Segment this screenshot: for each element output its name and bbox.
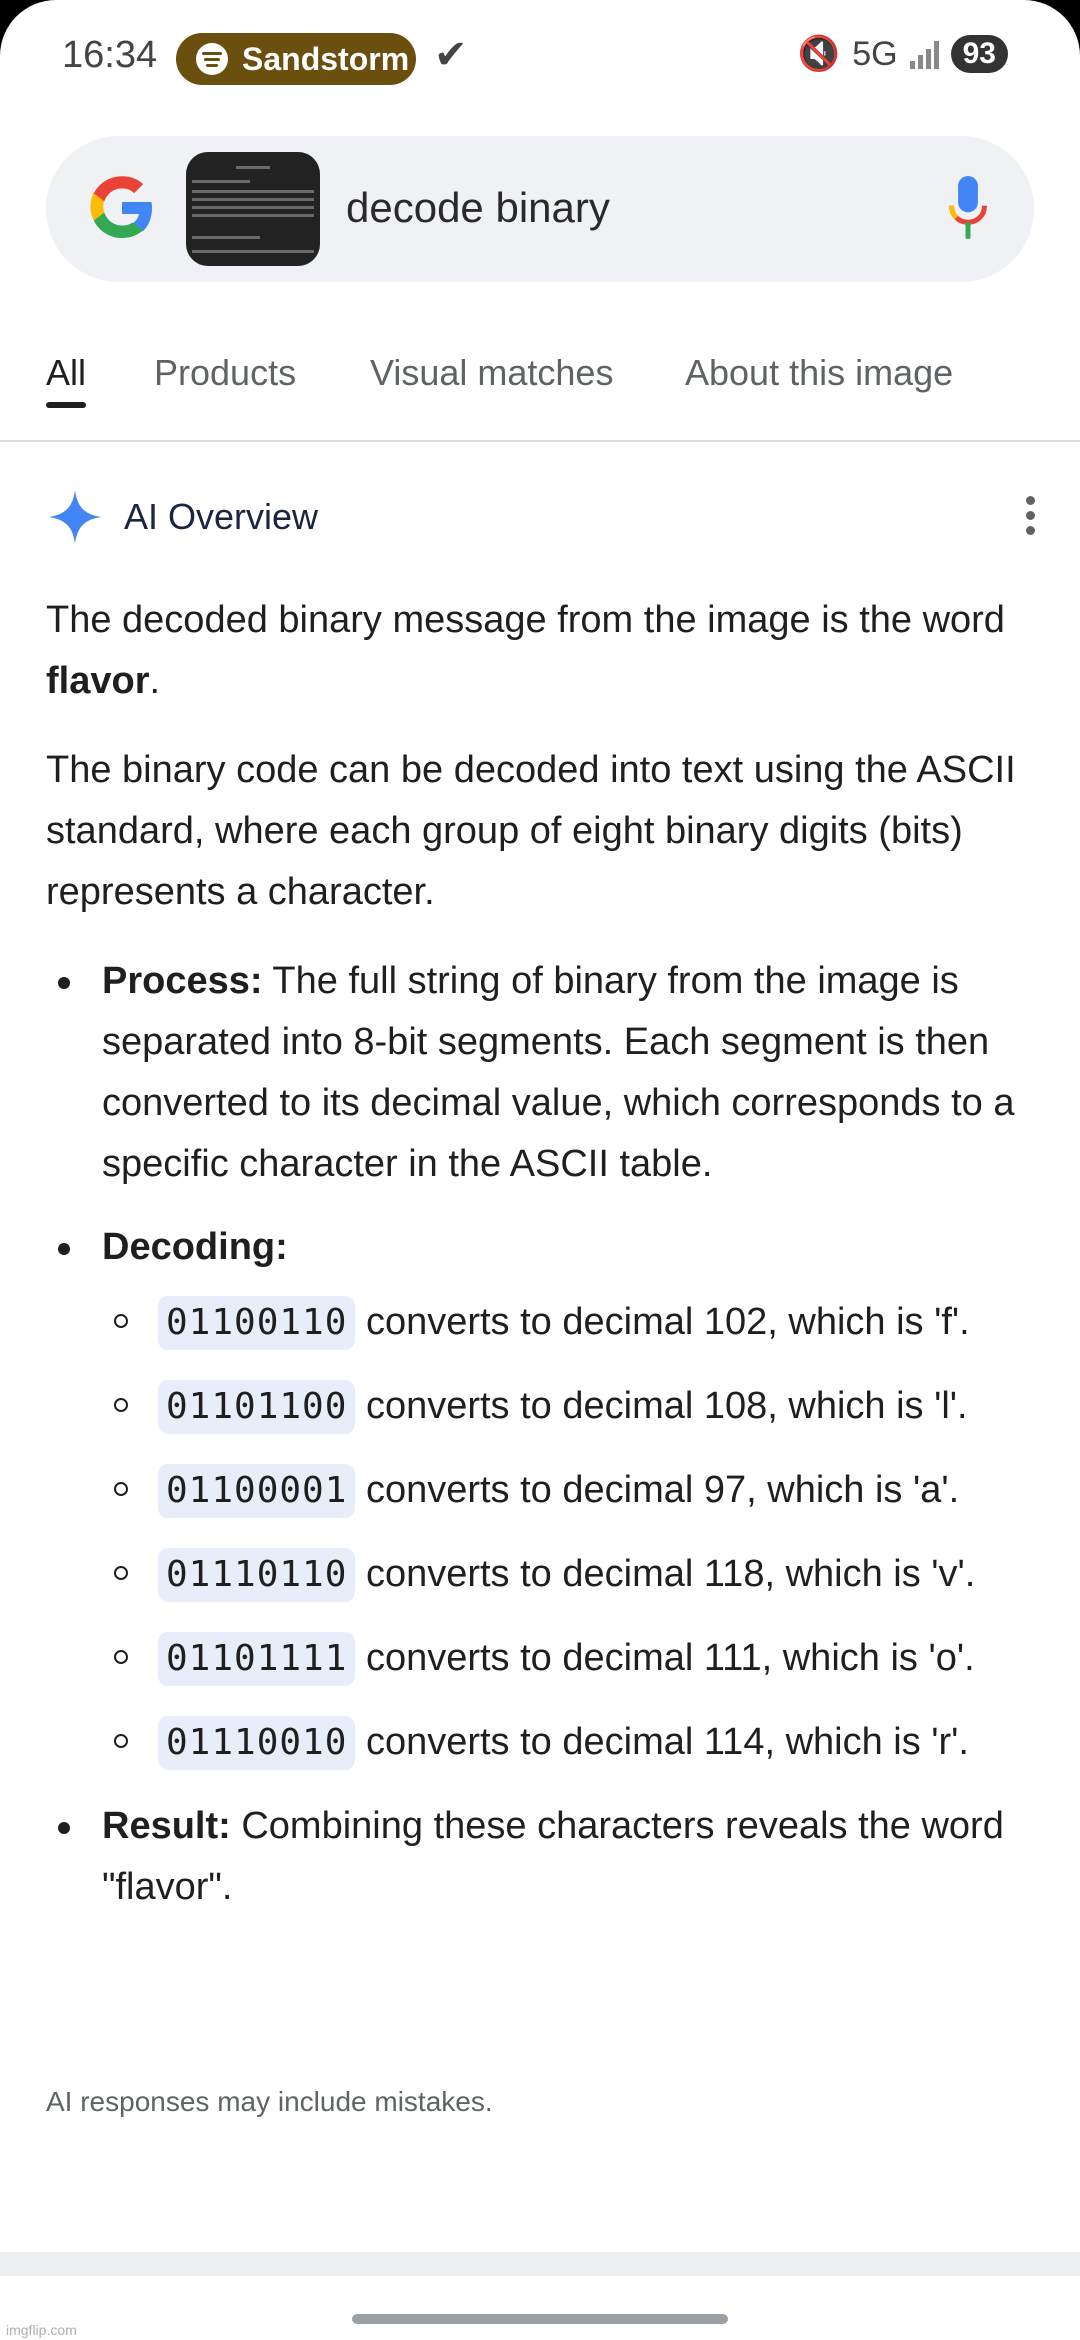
- intro-paragraph: [46, 590, 1036, 712]
- decoding-list: [102, 1292, 1036, 1768]
- decoding-label: Decoding:: [102, 1226, 288, 1268]
- battery-indicator: 93: [951, 35, 1008, 73]
- list-item: [102, 1544, 1036, 1600]
- conversion-text: converts to decimal 111, which is 'o'.: [355, 1637, 975, 1679]
- gesture-home-bar[interactable]: [352, 2314, 728, 2324]
- active-tab-indicator: [46, 402, 86, 408]
- list-item: [102, 1376, 1036, 1432]
- tab-bar: [0, 340, 1080, 442]
- conversion-text: converts to decimal 97, which is 'a'.: [355, 1469, 960, 1511]
- tab-products[interactable]: Products: [154, 352, 297, 393]
- result-label: Result:: [102, 1805, 231, 1847]
- spotify-icon: [196, 43, 228, 75]
- search-query[interactable]: decode binary: [346, 184, 610, 231]
- intro-text: The decoded binary message from the image is the word: [46, 599, 1005, 641]
- status-icons: [798, 34, 1008, 74]
- ai-disclaimer: AI responses may include mistakes.: [46, 2086, 493, 2117]
- intro-period: .: [149, 660, 161, 702]
- ai-sparkle-icon: [46, 488, 104, 546]
- ai-overview-content: [46, 590, 1036, 1940]
- media-title: Sandstorm: [242, 40, 410, 77]
- signal-icon: [910, 39, 939, 69]
- tab-about-this-image[interactable]: About this image: [685, 352, 954, 393]
- conversion-text: converts to decimal 118, which is 'v'.: [355, 1553, 976, 1595]
- bullet-decoding: [46, 1217, 1036, 1768]
- microphone-icon[interactable]: [948, 176, 988, 242]
- check-icon: ✔: [434, 33, 468, 77]
- google-logo-icon: [86, 172, 158, 244]
- overview-bullets: [46, 951, 1036, 1918]
- ai-overview-header: [46, 488, 1036, 548]
- search-box[interactable]: [46, 136, 1034, 282]
- status-time: 16:34: [62, 34, 158, 76]
- tab-visual-matches[interactable]: Visual matches: [370, 352, 614, 393]
- binary-code: 01110110: [158, 1548, 355, 1602]
- bullet-process: [46, 951, 1036, 1195]
- conversion-text: converts to decimal 108, which is 'l'.: [355, 1385, 968, 1427]
- binary-code: 01101111: [158, 1632, 355, 1686]
- bullet-result: [46, 1796, 1036, 1918]
- list-item: [102, 1712, 1036, 1768]
- binary-code: 01100001: [158, 1464, 355, 1518]
- list-item: [102, 1292, 1036, 1348]
- binary-code: 01110010: [158, 1716, 355, 1770]
- explanation-paragraph: The binary code can be decoded into text using the ASCII standard, where each group of eight binary digits (bits) represents a character.: [46, 749, 1016, 913]
- process-text: The full string of binary from the image is separated into 8-bit segments. Each segment is then converted to its decimal value, which corresponds to a specific character in the ASCII table.: [102, 960, 1015, 1185]
- image-thumbnail[interactable]: [186, 152, 320, 266]
- mute-icon: 🔇: [797, 35, 841, 73]
- list-item: [102, 1628, 1036, 1684]
- watermark: imgflip.com: [6, 2322, 77, 2338]
- tab-all[interactable]: All: [46, 352, 87, 393]
- network-label: 5G: [852, 34, 898, 73]
- media-pill[interactable]: [176, 33, 416, 85]
- conversion-text: converts to decimal 102, which is 'f'.: [355, 1301, 970, 1343]
- process-label: Process:: [102, 960, 263, 1002]
- ai-overview-title: AI Overview: [124, 496, 319, 537]
- status-bar: [0, 0, 1080, 120]
- intro-answer: flavor: [46, 660, 150, 702]
- bottom-sheet: [0, 2276, 1080, 2340]
- more-options-icon[interactable]: [1024, 496, 1036, 536]
- result-text: Combining these characters reveals the word "flavor".: [102, 1805, 1004, 1908]
- binary-code: 01100110: [158, 1296, 355, 1350]
- section-divider: [0, 2252, 1080, 2276]
- conversion-text: converts to decimal 114, which is 'r'.: [355, 1721, 969, 1763]
- list-item: [102, 1460, 1036, 1516]
- binary-code: 01101100: [158, 1380, 355, 1434]
